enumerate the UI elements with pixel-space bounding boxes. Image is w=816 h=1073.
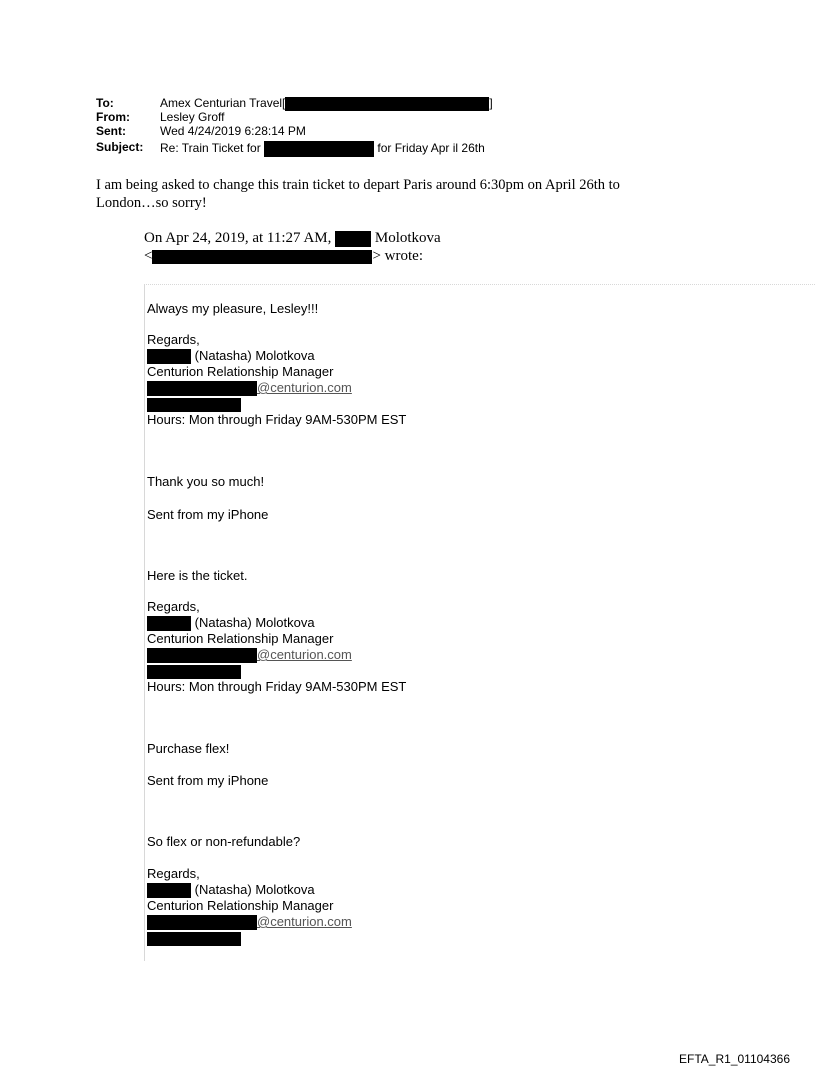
subject-label: Subject: (96, 140, 144, 154)
signature-name: (Natasha) Molotkova (194, 882, 315, 897)
signature-regards: Regards, (147, 866, 200, 881)
quoted-message: So flex or non-refundable? (147, 834, 301, 849)
signature-name-line (147, 615, 406, 631)
email-header (96, 97, 696, 157)
subject-value (160, 141, 485, 157)
quote-surname: Molotkova (374, 230, 441, 246)
signature-name-line (147, 882, 352, 898)
signature-email-line (147, 914, 352, 930)
quoted-message: Here is the ticket. (147, 568, 248, 583)
signature-email-link[interactable]: @centurion.com (257, 914, 352, 929)
redaction (147, 349, 191, 364)
signature-block (147, 599, 406, 695)
signature-email-line (147, 647, 406, 663)
redaction (264, 141, 374, 157)
signature-hours: Hours: Mon through Friday 9AM-530PM EST (147, 412, 407, 427)
redaction (152, 250, 372, 264)
to-close: ] (489, 96, 493, 111)
redaction (147, 665, 241, 679)
sent-value: Wed 4/24/2019 6:28:14 PM (160, 124, 306, 138)
from-value: Lesley Groff (160, 110, 225, 124)
quoted-message: Purchase flex! (147, 741, 230, 756)
to-value (160, 97, 493, 111)
signature-name: (Natasha) Molotkova (194, 615, 315, 630)
subject-prefix: Re: Train Ticket for (160, 141, 261, 156)
to-name: Amex Centurian Travel[ (160, 96, 286, 111)
redaction (147, 883, 191, 898)
quote-bracket-open: < (144, 248, 153, 264)
signature-block (147, 332, 406, 428)
signature-phone-line (147, 396, 406, 412)
signature-title: Centurion Relationship Manager (147, 631, 334, 646)
redaction (147, 398, 241, 412)
signature-hours: Hours: Mon through Friday 9AM-530PM EST (147, 679, 407, 694)
quoted-message: Always my pleasure, Lesley!!! (147, 301, 319, 316)
redaction (147, 932, 241, 946)
signature-email-link[interactable]: @centurion.com (257, 647, 352, 662)
redaction (147, 915, 257, 930)
subject-suffix: for Friday Apr il 26th (377, 141, 485, 156)
redaction (285, 97, 489, 111)
redaction (147, 616, 191, 631)
quoted-message: Thank you so much! (147, 474, 265, 489)
redaction (335, 231, 371, 247)
quote-date: On Apr 24, 2019, at 11:27 AM, (144, 230, 332, 246)
signature-email-link[interactable]: @centurion.com (257, 380, 352, 395)
signature-name: (Natasha) Molotkova (194, 348, 315, 363)
document-id: EFTA_R1_01104366 (679, 1052, 790, 1066)
signature-block (147, 866, 352, 946)
signature-regards: Regards, (147, 599, 200, 614)
redaction (147, 648, 257, 663)
sent-label: Sent: (96, 124, 126, 138)
signature-regards: Regards, (147, 332, 200, 347)
quoted-message: Sent from my iPhone (147, 773, 269, 788)
signature-phone-line (147, 663, 406, 679)
quote-attribution (144, 229, 441, 265)
signature-name-line (147, 348, 406, 364)
signature-email-line (147, 380, 406, 396)
quoted-message: Sent from my iPhone (147, 507, 269, 522)
body-line: I am being asked to change this train ticket to depart Paris around 6:30pm on April 26th to (96, 177, 620, 193)
signature-title: Centurion Relationship Manager (147, 364, 334, 379)
redaction (147, 381, 257, 396)
signature-title: Centurion Relationship Manager (147, 898, 334, 913)
email-body (96, 176, 716, 212)
quote-wrote: > wrote: (372, 248, 423, 264)
body-line: London…so sorry! (96, 195, 207, 211)
to-label: To: (96, 96, 114, 110)
signature-phone-line (147, 930, 352, 946)
from-label: From: (96, 110, 130, 124)
